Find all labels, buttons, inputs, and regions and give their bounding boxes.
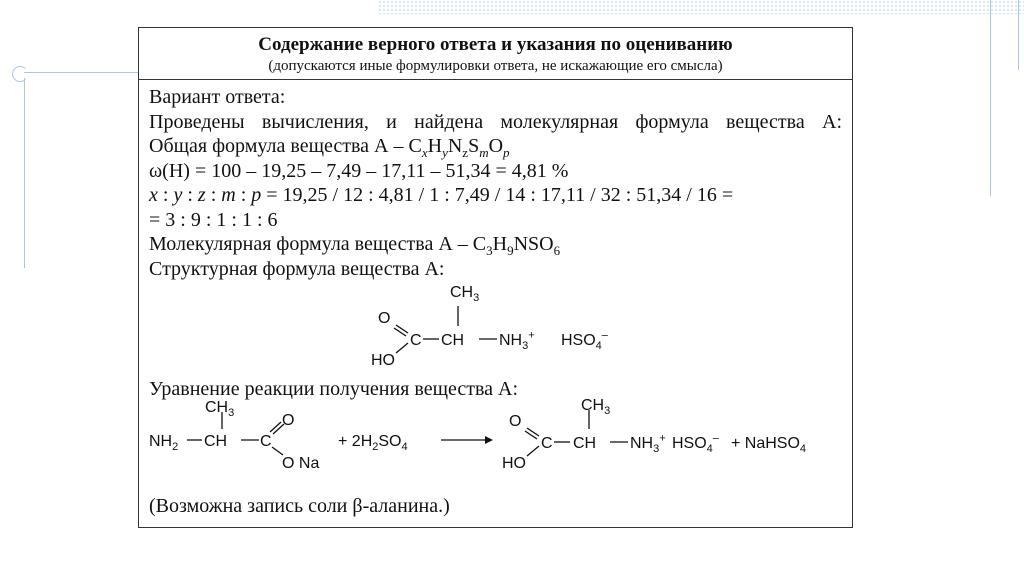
product-carboxyl-carbon: C (541, 434, 553, 452)
general-formula-line (149, 134, 842, 159)
product-alpha-carbon: CH (573, 434, 597, 452)
decorative-line (1018, 0, 1019, 70)
sulfuric-acid: + $2H_2SO_4$ (338, 432, 408, 453)
product-methyl-group: $CH_3$ (581, 396, 611, 417)
alpha-carbon: CH (441, 332, 465, 349)
decorative-line (24, 78, 25, 268)
reactant-sodium-oxide: O Na (282, 454, 320, 472)
structural-formula (149, 281, 842, 377)
intro-text: Проведены вычисления, и найдена молекулярная формула вещества А: (149, 110, 842, 133)
header-subtitle: (допускаются иные формулировки ответа, не искажающие его смысла) (268, 58, 723, 74)
carboxyl-carbon: C (410, 332, 422, 349)
header-title: Содержание верного ответа и указания по оцениванию (258, 34, 733, 55)
decorative-hook (12, 66, 28, 82)
ratio-variables: x : y : z : m : p (149, 184, 262, 206)
ammonium-group: $NH_3^+$ (499, 329, 535, 353)
sodium-hydrogensulfate: + NaHSO$_4$ (731, 434, 807, 455)
product-hydroxyl-group: HO (502, 454, 526, 472)
variant-line: Вариант ответа: (149, 86, 286, 108)
general-formula: $C_xH_yN_zS_mO_p$ (408, 135, 510, 160)
hydroxyl-group: HO (371, 352, 395, 369)
answer-table (138, 27, 853, 528)
structural-formula-label: Структурная формула вещества А: (149, 257, 445, 280)
molecular-formula-label: Молекулярная формула вещества А – (149, 233, 473, 255)
ratio-calculation: = 19,25 / 12 : 4,81 / 1 : 7,49 / 14 : 17,11 / 32 : 51,34 / 16 = (261, 184, 734, 206)
reaction-equation (149, 396, 842, 494)
header-dot-pattern (378, 0, 1024, 14)
reactant-carbonyl-oxygen: O (282, 411, 295, 429)
hydrogensulfate-ion: $HSO_4^-$ (561, 329, 608, 353)
reactant-methyl-group: $CH_3$ (205, 398, 235, 419)
answer-content (139, 80, 852, 518)
reactant-amino-group: $NH_2$ (149, 432, 179, 453)
decorative-line (990, 0, 991, 196)
table-header (139, 28, 852, 80)
product-ammonium-group: $NH_3^+$ (630, 432, 666, 455)
molecular-formula-line (149, 232, 842, 257)
reactant-carboxyl-carbon: C (260, 432, 272, 450)
ratio-line (149, 183, 842, 208)
carbonyl-oxygen: O (378, 310, 391, 327)
product-hydrogensulfate-ion: $HSO_4^-$ (672, 432, 719, 455)
equation-label: Уравнение реакции получения вещества А: (149, 378, 519, 400)
hydrogen-fraction-line: ω(H) = 100 – 19,25 – 7,49 – 17,11 – 51,34 = 4,81 % (149, 159, 569, 182)
ratio-result-line: = 3 : 9 : 1 : 1 : 6 (149, 208, 278, 231)
reactant-alpha-carbon: CH (204, 432, 228, 450)
molecular-formula: $C_3H_9NSO_6$ (472, 233, 561, 258)
general-formula-label: Общая формула вещества А – (149, 135, 409, 157)
product-carbonyl-oxygen: O (509, 412, 522, 430)
methyl-group: $CH_3$ (450, 284, 480, 305)
structural-bonds (149, 281, 839, 377)
footnote: (Возможна запись соли β-аланина.) (149, 494, 450, 517)
